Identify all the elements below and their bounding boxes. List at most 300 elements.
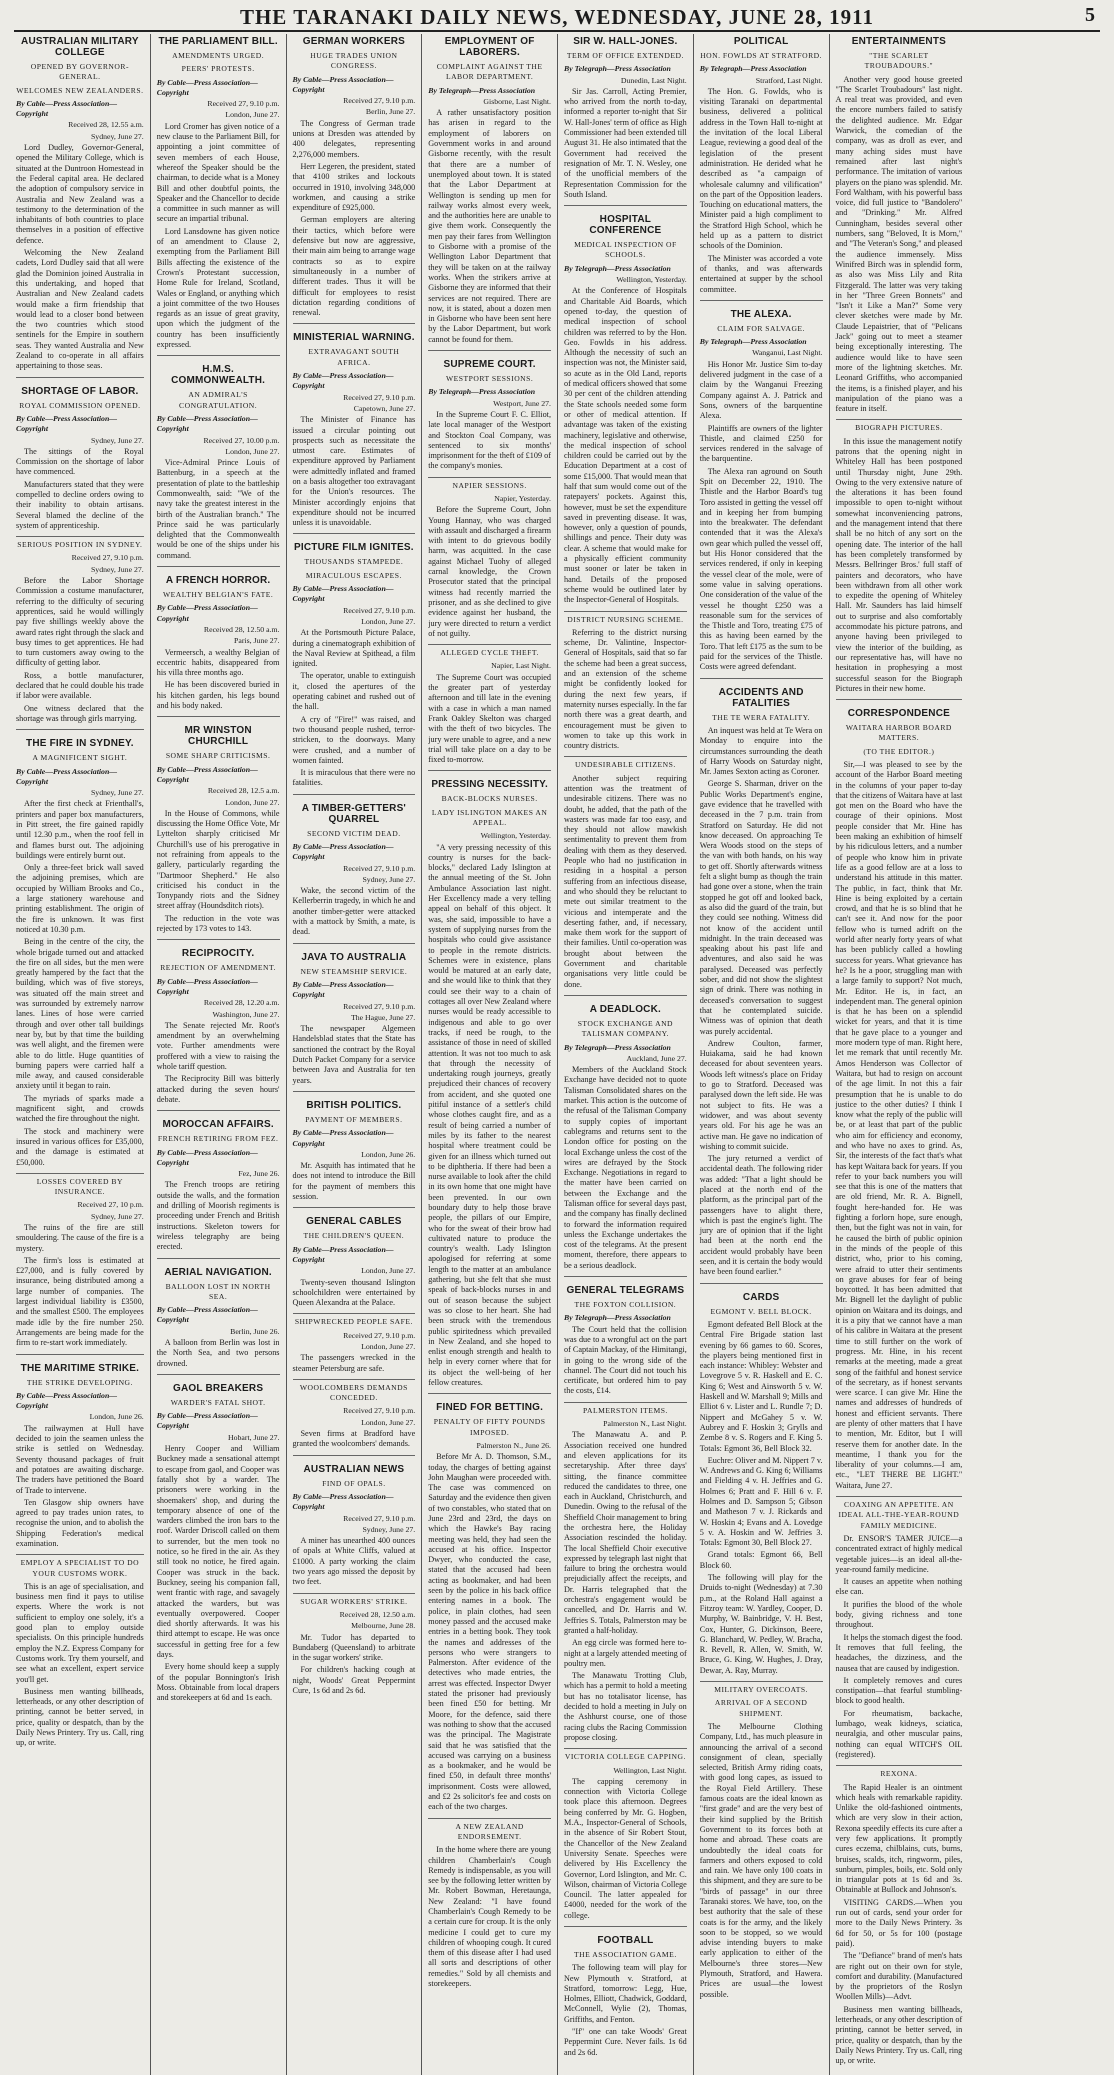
article <box>564 1935 687 2063</box>
article-credit <box>16 1391 144 1412</box>
article-subhead: THE CHILDREN'S QUEEN. <box>303 1231 405 1241</box>
article-paragraph: It is miraculous that there were no fatalities. <box>292 768 416 788</box>
article-dateline: Berlin, June 27. <box>365 107 416 117</box>
article-paragraph: Lord Lansdowne has given notice of an amendment to Clause 2, exempting from the Parliament Bill Bills affecting the existence of the Crown's Protestant succession, Home Rule for Ireland, Scotland, Wales or England, or anything which a joint committee of the two Houses regards as an issue of great gravity, upon which the judgment of the country has been insufficiently expressed. <box>156 226 280 350</box>
article-subhead: HUGE TRADES UNION CONGRESS. <box>310 51 398 71</box>
article <box>564 1285 687 1403</box>
article-subhead: LOSSES COVERED BY INSURANCE. <box>36 1176 123 1197</box>
article-credit <box>157 414 280 435</box>
article-paragraph: Before the Labor Shortage Commission a costume manufacturer, referring to the difficulty of securing apprentices, said he would willingly pay five shillings weekly above the award rates right through the slack and busy times to get apprentices. He had to turn customers away owing to the difficulty of getting labor. <box>16 576 144 668</box>
article-paragraph: Every home should keep a supply of the popular Bonnington's Irish Moss. Obtainable from local drapers and storekeepers at 6d and 1s each. <box>156 1662 280 1703</box>
credit-text: By Telegraph—Press Association <box>428 387 536 397</box>
article-headline: SHORTAGE OF LABOR. <box>21 385 139 397</box>
article-subhead: FRENCH RETIRING FROM FEZ. <box>157 1134 279 1144</box>
article-dateline: Hobart, June 27. <box>227 1432 280 1442</box>
article <box>836 708 963 1497</box>
article-credit <box>157 1305 280 1326</box>
article-subhead: WELCOMES NEW ZEALANDERS. <box>16 85 144 95</box>
article-headline: GAOL BREAKERS <box>173 1382 264 1394</box>
article-received: Received 27, 9.10 p.m. <box>343 1001 416 1011</box>
article-subhead: THE FOXTON COLLISION. <box>574 1300 677 1310</box>
article <box>564 1406 687 1750</box>
article <box>157 725 280 940</box>
article <box>16 738 144 1174</box>
article-headline: PICTURE FILM IGNITES. <box>293 542 414 554</box>
article-paragraph: Members of the Auckland Stock Exchange have decided not to quote Talisman Consolidated shares on the market. This action is the outcome of the refusal of the Talisman Company to supply copies of important cablegrams and returns sent to the London office for posting on the local Exchange unless the cost of the wires are defrayed by the Stock Exchange. Negotiations in regard to the matter have been carried on between the Exchange and the Talisman office for several days past, and the company has finally declined to forward the information required unless the Exchange undertakes the cost of the telegrams. At the present moment, therefore, there appears to be a serious deadlock. <box>564 1065 687 1270</box>
article-credit <box>428 86 551 96</box>
article-credit <box>564 64 687 74</box>
article-paragraph: Henry Cooper and William Buckney made a sensational attempt to escape from gaol, and Cooper was fatally shot by a warder. The prisoners were working in the shoemakers' shop, and during the temporary absence of one of the warders climbed the iron bars to the roof. Warder Driscoll called on them to surrender, but the men took no notice, so he fired in the air. As they still took no notice, he fired again. Cooper was struck in the back. Buckney, seeing his companion fall, went frantic with rage, and savagely attacked the warders, but was eventually overpowered. Cooper died shortly afterwards. It was his third attempt to escape. He was once successful in getting free for a few days. <box>156 1444 280 1659</box>
article-subhead: UNDESIRABLE CITIZENS. <box>574 760 676 770</box>
article <box>293 1317 416 1379</box>
article <box>293 1216 416 1314</box>
article-paragraph: The Manawatu Trotting Club, which has a permit to hold a meeting but has no totalisator license, has decided to hold a meeting in July on the Ashhurst course, one of those racing clubs the Racing Commission propose closing. <box>564 1671 687 1742</box>
article-paragraph: In the Supreme Court F. C. Elliot, late local manager of the Westport and Stockton Coal Company, was sentenced to six months' imprisonment for the theft of £109 of the company's monies. <box>428 409 551 471</box>
article-paragraph: The firm's loss is estimated at £27,000, and is fully covered by insurance, being distributed among a large number of companies. The largest individual liability is £3500, and the smallest £500. The employees made idle by the fire number 250. Arrangements are being made for the firm to re-start work immediately. <box>16 1255 144 1348</box>
article-dateline: Paris, June 27. <box>234 636 280 646</box>
article-paragraph: Seven firms at Bradford have granted the woolcombers' demands. <box>292 1429 416 1449</box>
article <box>836 423 963 700</box>
article <box>157 1267 280 1375</box>
article-subhead: STOCK EXCHANGE AND TALISMAN COMPANY. <box>577 1018 674 1039</box>
article <box>16 1558 144 1753</box>
article-received: Received 27, 9.10 p.m. <box>343 392 416 402</box>
article <box>428 36 551 351</box>
article-paragraph: Being in the centre of the city, the whole brigade turned out and attacked the fire on all sides, but the men were greatly hampered by the fact that the building, which was of five storeys, was situated off the main street and was surrounded by extremely narrow lanes. Lines of hose were carried through and over other tall buildings near by, but by that time the building was well alight, and the firemen were able to do little. Huge quantities of burning papers were carried half a mile away, and caused considerable anxiety until it began to rain. <box>16 937 144 1091</box>
article-subhead: ALLEGED CYCLE THEFT. <box>440 648 539 658</box>
article-subhead: A NEW ZEALAND ENDORSEMENT. <box>455 1821 524 1841</box>
article-paragraph: Ross, a bottle manufacturer, declared that he could double his trade if labor were available. <box>16 670 144 701</box>
article-paragraph: Before the Supreme Court, John Young Hannay, who was charged with assault and discharged a firearm with intent to do grievous bodily harm, was acquitted. In the case against Michael Tuohy of alleged carnal knowledge, the Crown Prosecutor stated that the principal witness had recently married the prisoner, and as she declined to give evidence against her husband, the jury were directed to return a verdict of not guilty. <box>428 505 551 638</box>
article-credit <box>293 584 416 605</box>
article-subhead: VICTORIA COLLEGE CAPPING. <box>564 1752 686 1762</box>
article <box>293 36 416 324</box>
article-paragraph: Manufacturers stated that they were compelled to decline orders owing to their inability to obtain artisans. Several blamed the decline of the system of apprenticeship. <box>16 479 144 530</box>
article-subhead: (TO THE EDITOR.) <box>863 746 935 756</box>
article-headline: THE PARLIAMENT BILL. <box>158 36 278 47</box>
article <box>564 1752 687 1927</box>
article-paragraph: This is an age of specialisation, and business men find it pays to utilise experts. Where the work is not sufficient to employ one solely, it's a good plan to employ outside specialists. On this principle hundreds employ the N.Z. Express Company for Customs work. Try them yourself, and see what an excellent, expert service you'll get. <box>16 1581 144 1684</box>
article-headline: JAVA TO AUSTRALIA <box>301 951 407 963</box>
article-paragraph: The Minister was accorded a vote of thanks, and was afterwards entertained at supper by the school committee. <box>699 253 823 294</box>
article-dateline: The Hague, June 27. <box>350 1012 416 1022</box>
column-3 <box>286 34 422 2075</box>
article-paragraph: "A very pressing necessity of this country is nurses for the back-blocks," declared Lady Islington at the annual meeting of the St. John Ambulance Association last night. Her Excellency made a very telling appeal on behalf of this object. It was, she said, impossible to have a system of supplying nurses from the hospitals who could give assistance to people in the remote districts. Schemes were in existence, plans would be matured at an early date, and she would like to think that they could see their way to a chain of cottages all over New Zealand where nurses would be ready accessible to indigenous and able to go over tracks, if need be rough, to the assistance of those in need of skilled attention. It was not too much to ask that through the necessity of undertaking rough journeys, greatly prejudiced their chances of recovery from accident, and she quoted one pitiful instance of a settler's child whose clothes caught fire, and as a result of being carried a number of miles by its father to the nearest hospital where treatment could be given for an illness which turned out to be diphtheria. If there had been a nurse available to look after the child in its own home that one might have been prevented. In our own boundary duty to help those brave people, the pillars of our Empire, who for the sweat of their brow had cultivated nature to produce the country's wealth. Lady Islington apologised for referring at some length to the matter at an ambulance gathering, but she felt that she must speak of back-blocks nurses in and out of season because the subject was so close to her heart. She had been struck with the tremendous public spiritedness which prevailed in New Zealand, and she hoped to enlist enough strength and health to help in every corner where that for its object the well-being of her fellow creatures. <box>428 842 551 1388</box>
article-credit <box>157 765 280 786</box>
article-headline: CORRESPONDENCE <box>847 708 950 720</box>
article-credit <box>293 842 416 863</box>
article-credit <box>293 371 416 392</box>
article-paragraph: The myriads of sparks made a magnificent sight, and crowds watched the fire throughout the night. <box>16 1093 144 1124</box>
article-credit <box>16 99 144 120</box>
article-paragraph: "If" one can take Woods' Great Peppermint Cure. Never fails. 1s 6d and 2s 6d. <box>564 2027 687 2057</box>
article-paragraph: Business men wanting billheads, letterheads, or any other description of printing, cannot be better served, in price, quality or despatch, than by the Daily News Printery. Try us. Call, ring up, or write. <box>835 2004 963 2066</box>
article-dateline: London, June 27. <box>361 1417 416 1427</box>
article <box>428 1822 551 1995</box>
article <box>428 648 551 771</box>
article-paragraph: At the Portsmouth Picture Palace, during a cinematograph exhibition of the Naval Review at Spithead, a film ignited. <box>292 628 416 669</box>
article-dateline: London, June 27. <box>361 1341 416 1351</box>
article <box>836 1500 963 1766</box>
article-paragraph: A balloon from Berlin was lost in the North Sea, and two persons drowned. <box>156 1337 280 1368</box>
article-subhead: CLAIM FOR SALVAGE. <box>717 323 805 333</box>
article-subhead: PENALTY OF FIFTY POUNDS IMPOSED. <box>433 1417 546 1437</box>
credit-text: By Telegraph—Press Association <box>428 85 536 95</box>
article-subhead: SHIPWRECKED PEOPLE SAFE. <box>294 1317 413 1327</box>
article-headline: H.M.S. COMMONWEALTH. <box>171 364 266 387</box>
article <box>564 615 687 758</box>
article-subhead: THE STRIKE DEVELOPING. <box>26 1377 133 1387</box>
article-headline: GENERAL TELEGRAMS <box>566 1285 685 1297</box>
article-paragraph: One witness declared that the shortage was through girls marrying. <box>16 703 144 723</box>
article-paragraph: The Rapid Healer is an ointment which heals with remarkable rapidity. Unlike the old-fashioned ointments, which are very slow in their action, Rexona speedily effects its cure after a very few applications. It promptly cures eczema, chilblains, cuts, burns, bruises, scalds, itch, ringworm, piles, sunburn, pimples, boils, etc. Sold only in triangular pots at 1s 6d and 3s. Obtainable at Bullock and Johnson's. <box>835 1782 963 1895</box>
credit-text: By Cable—Press Association—Copyright <box>156 1411 258 1431</box>
article <box>700 1685 823 2005</box>
article-headline: A DEADLOCK. <box>589 1003 662 1015</box>
article-paragraph: The Hon. G. Fowlds, who is visiting Taranaki on departmental business, delivered a political address in the Town Hall to-night at the invitation of the local Liberal League, reviewing a good deal of the legislation of the present administration. He derided what he described as "a campaign of wholesale calumny and vilification" on the part of the Opposition leaders. Touching on educational matters, the Minister paid a high compliment to the Stratford High School, which he held up as a pattern to district schools of the Dominion. <box>699 86 823 251</box>
article-credit <box>157 1411 280 1432</box>
article-paragraph: Lord Cromer has given notice of a new clause to the Parliament Bill, for appointing a joint committee of seven members of each House, whereof the Speaker should be the chairman, to decide what is a Money Bill and other doubtful points, the Speaker and the Chancellor to decide a committee in such manner as will secure an impartial tribunal. <box>156 121 280 224</box>
article-credit <box>157 977 280 998</box>
article-subhead: "THE SCARLET TROUBADOURS." <box>864 51 934 71</box>
article-paragraph: The reduction in the vote was rejected by 173 votes to 143. <box>156 913 280 934</box>
article-subhead: EGMONT V. BELL BLOCK. <box>710 1306 812 1316</box>
article-headline: A TIMBER-GETTERS' QUARREL <box>301 802 407 825</box>
credit-text: By Cable—Press Association—Copyright <box>16 413 118 434</box>
article-paragraph: Sir Jas. Carroll, Acting Premier, who arrived from the north to-day, informed a reporter to-night that Sir W. Hall-Jones' term of office as High Commissioner had been extended till August 31. He also intimated that the Government had received the resignation of Mr. T. N. Wesley, one of the unofficial members of the Representation Commission for the South Island. <box>564 86 687 199</box>
article-subhead: LADY ISLINGTON MAKES AN APPEAL. <box>431 807 548 827</box>
article-paragraph: Another subject requiring attention was the treatment of undesirable citizens. There was no doubt, he added, that the path of the wasters was made far too easy, and they should not allow mawkish sentimentality to prevent them from dealing with them as they deserved. People who had no justification in residing in a hospital a person suffering from an infectious disease, and who should they be reluctant to mete out similar treatment to the vicious and intemperate and the deserting father, and, if necessary, make them work for the support of their families. Until co-operation was brought about between the Government and charitable organisations very little could be done. <box>564 773 687 989</box>
article-paragraph: A rather unsatisfactory position has arisen in regard to the employment of laborers on Government works in and around Gisborne recently, with the result that there are a number of unemployed about town. It is stated that the Labor Department at Wellington is sending up men for railway works almost every week, and the authorities here are unable to give them work. Consequently the men pay their fares from Wellington to Gisborne with a promise of the Wellington Labor Department that they will be taken on at the railway works. When the strikers arrive at Gisborne they are informed that their services are not required. There are now, it is stated, about a dozen men in Gisborne who have been sent here by the Labor Department, but work cannot be found for them. <box>428 108 551 344</box>
article <box>16 36 144 378</box>
article-credit <box>157 1148 280 1169</box>
article-received: Received 27, 9.10 p.m. <box>343 1330 416 1340</box>
article-headline: THE FIRE IN SYDNEY. <box>26 738 134 750</box>
article-paragraph: Sir,—I was pleased to see by the account of the Harbor Board meeting in the columns of your paper to-day that the citizens of Waitara have at last got men on the Board who have the courage of their opinions. Most people consider that Mr. Hine has been making an exhibition of himself by his ridiculous letters, and a number of people who know him in private life as a good fellow are at a loss to understand his attitude in this matter. The public, in fact, think that Mr. Hine is being exploited by a certain crowd, and that he is so blind that he can't see it. And now for the poor fellow who is turned adrift on the world after nearly forty years of what has been publicly called a howling success for years. What grievance has he? Is he a poor, struggling man with a large family to support? Not much, Mr. Editor. He is, in fact, an independent man. The general opinion is that he has been on a splendid wicket for years, and that it is time that he gave place to a younger and more modern type of man. Right here, let me remark that until recently Mr. Amos Henderson was Collector of Waitara, but had to resign on account of the age limit. In not this a fair presumption that he is unable to do justice to the other duties? I think I know what the reply of the public will be, or at least that part of the public who aim for efficiency and economy, and who have no axes to grind. As, Sir, the interests of the fact that's what has kept Waitara back for years. If you refer to your back numbers you will see that this is one of the matters that are old friend, Mr. R. A. Bignell, fought here-handed for. He was fighting a forlorn hope, sure enough, then, but the fight was not in vain, for he caused the birth of public opinion in the minds of the people of this district, who, prior to his coming, were afraid to utter their sentiments on grave abuses for fear of being boycotted. It has been admitted that Mr. Bignell let the daylight of public opinion on Waitara and its doings, and it is a pity that we cannot have a man of his calibre in Waitara at the present time to still further on the work of progress. Mr. Hine, in his recent remarks at the meeting, made a great song of the faithful and honest service of the secretary, as if honest servants were scarce. I can give Mr. Hine the names and addresses of hundreds of honest and efficient servants. There are plenty of other matters that I have to mention, Mr. Editor, but I will reserve them for another date. In the meantime, I thank you for the liberality of your columns.—I am, etc., "LET THERE BE LIGHT." Waitara, June 27. <box>835 760 963 1490</box>
masthead <box>14 4 1100 32</box>
article-subhead: SECOND VICTIM DEAD. <box>307 828 401 838</box>
article-dateline: Palmerston N., Last Night. <box>603 1419 687 1429</box>
article-subhead: PALMERSTON ITEMS. <box>582 1405 668 1415</box>
article-paragraph: For children's hacking cough at night, Woods' Great Peppermint Cure, 1s 6d and 2s 6d. <box>292 1665 416 1695</box>
credit-text: By Cable—Press Association—Copyright <box>16 1390 118 1411</box>
article-headline: PRESSING NECESSITY. <box>431 779 548 791</box>
article-received: Received 27, 9.10 p.m. <box>343 863 416 873</box>
article-credit <box>293 1128 416 1149</box>
article-received: Received 28, 12.5 a.m. <box>207 786 280 796</box>
credit-text: By Cable—Press Association—Copyright <box>156 1305 258 1325</box>
article <box>16 386 144 538</box>
article-paragraph: The railwaymen at Hull have decided to join the seamen unless the strike is settled on Wednesday. Seventy thousand packages of fruit and potatoes are awaiting discharge. The traders have petitioned the Board of Trade to intervene. <box>16 1423 144 1495</box>
article-received: Received 28, 12.50 a.m. <box>203 624 280 634</box>
column-5 <box>557 34 693 2075</box>
article-paragraph: VISITING CARDS.—When you run out of cards, send your order for more to the Daily News Printery. 3s 6d for 50, or 5s for 100 (postage paid). <box>835 1897 963 1948</box>
article-subhead: WESTPORT SESSIONS. <box>445 374 534 384</box>
credit-text: By Telegraph—Press Association <box>699 337 807 347</box>
article-paragraph: His Honor Mr. Justice Sim to-day delivered judgment in the case of a claim by the Wanganui Freezing Company against A. J. Patrick and Sons, owners of the barquentine Alexa. <box>699 359 823 421</box>
article <box>564 36 687 206</box>
article-dateline: Stratford, Last Night. <box>755 75 823 85</box>
article-paragraph: The following will play for the Druids to-night (Wednesday) at 7.30 p.m., at the Roland Hall against a Fitzroy team: W. Yardley, Cooper, D. Murphy, W. Bainbridge, V. H. Best, Cox, Hunter, G. Dickinson, Beere, G. Blanchard, W. Pedley, W. Bracha, R. Revell, R. Allen, W. Smith, W. Bruce, G. King, W. Hughes, J. Dray, Dewar, A. Ray, Murray. <box>699 1573 823 1675</box>
article-headline: BRITISH POLITICS. <box>306 1099 402 1111</box>
article-dateline: Sydney, June 27. <box>90 788 144 798</box>
article-subhead: SOME SHARP CRITICISMS. <box>165 751 271 761</box>
article-headline: FOOTBALL <box>597 1934 654 1946</box>
article-paragraph: Ten Glasgow ship owners have agreed to pay trades union rates, to recognise the union, and to abolish the Shipping Federation's medical examination. <box>16 1497 144 1548</box>
article-headline: MR WINSTON CHURCHILL <box>184 725 252 748</box>
credit-text: By Cable—Press Association—Copyright <box>292 979 394 1000</box>
article-paragraph: George S. Sharman, driver on the Public Works Department's engine, gave evidence that he travelled with deceased in the 7 p.m. train from Stratford on Saturday. He did not know deceased. On approaching Te Wera Woods stood on the steps of the van with both hands, on his way to get off. Shortly afterwards witness felt a slight bump as though the train had gone over a stone, when the train stopped he got off and looked back, as also did the guard of the train, but they could see nothing. Witness did not know of the accident until midnight. In the train deceased was speaking about his past life and adventures, and also said he was paralysed. Deceased was perfectly sober, and did not show the slightest sign of drink. There was nothing in deceased's conversation to suggest that he contemplated suicide. Witness was of opinion that death was purely accidental. <box>699 779 823 1036</box>
article-subhead: NEW STEAMSHIP SERVICE. <box>300 966 408 976</box>
article-paragraph: Mr. Tudor has departed to Bundaberg (Queensland) to arbitrate in the sugar workers' strike. <box>292 1632 416 1663</box>
article-subhead: ARRIVAL OF A SECOND SHIPMENT. <box>714 1698 808 1718</box>
article <box>700 36 823 301</box>
article <box>157 364 280 567</box>
article <box>16 1363 144 1556</box>
article-paragraph: Wake, the second victim of the Kellerberrin tragedy, in which he and another timber-getter were attacked with a mattock by Smith, a mate, is dead. <box>292 886 416 937</box>
article-paragraph: In the home where there are young children Chamberlain's Cough Remedy is indispensable, as you will see by the following letter written by Mr. Robert Bowman, Heretaunga, New Zealand: "I have found Chamberlain's Cough Remedy to be a certain cure for croup. It is the only medicine I could get to cure my children of whooping cough. It cured them of this disease after I had used all sorts and descriptions of other remedies." Sold by all chemists and storekeepers. <box>428 1845 551 1989</box>
article-paragraph: The capping ceremony in connection with Victoria College took place this afternoon. Degrees being conferred by Mr. G. Hogben, M.A., Inspector-General of Schools, in the absence of Sir Robert Stout, the Chancellor of the New Zealand University Senate. Speeches were delivered by His Excellency the Governor, Lord Islington, and Mr. C. Wilson, chairman of Victoria College Council. The latter appealed for £4000, needed for the work of the college. <box>564 1776 687 1920</box>
article-dateline: London, June 27. <box>361 1266 416 1276</box>
article-paragraph: Lord Dudley, Governor-General, opened the Military College, which is situated at the Duntroon Homestead in the Federal capital area. He declared the adoption of compulsory service in Australia and New Zealand was a testimony to the determination of the inhabitants of both countries to place themselves in a position of effective defence. <box>16 143 144 245</box>
article <box>564 214 687 611</box>
article-paragraph: Another very good house greeted "The Scarlet Troubadours" last night. A real treat was provided, and even the encore numbers failed to satisfy the delighted audience. Mr. Edgar Warwick, the comedian of the company, was as droll as ever, and many aching sides must have remained after last night's performance. The imitation of various players on the piano was splendid. Mr. Ford Waltham, with his powerful bass voice, did full justice to "Bandolero" and "Drinking." Mr. Alfred Cunningham, besides several other numbers, sang "Beloved, It is Morn," and "The Veteran's Song," and pleased the audience immensely. Miss Winifred Birch was in splendid form, as also was Miss Lily and Rita Fitzgerald. The latter was very taking in her "Three Green Bonnets" and "Isn't it Like a Man?" Some very clever sketches were made by Mr. Claude Lepaistrier, that of "Pelicans Jack" going out to meet a steamer being exceptionally interesting. The audience would like to have seen more of the lightning sketches. Mr. Leonard Griffiths, who accompanied the items, is a finished player, and his manipulation of the piano was a feature in itself. <box>835 74 963 414</box>
article-received: Received 27, 9.10 p.m. <box>343 1513 416 1523</box>
article-dateline: London, June 27. <box>225 446 280 456</box>
article-credit <box>293 1492 416 1513</box>
credit-text: By Cable—Press Association—Copyright <box>292 1244 394 1264</box>
article-dateline: Berlin, June 26. <box>230 1326 280 1336</box>
article-headline: THE MARITIME STRIKE. <box>20 1362 140 1374</box>
article-received: Received 27, 9.10 p.m. <box>207 99 280 109</box>
article-paragraph: The Melbourne Clothing Company, Ltd., has much pleasure in announcing the arrival of a second consignment of clean, specially selected, British Army riding coats, with good long capes, as issued to the Royal Field Artillery. These famous coats are the ideal known as "first grade" and are the very best of their kind supplied by the British Government to its forces both at home and abroad. These coats are undoubtedly the ideal coats for farmers and others exposed to cold and rain. We have only 100 coats in this shipment, and they are sure to be "birds of passage" in our three Taranaki stores. We have, too, on the best authority that the sale of these coats is for the army, and the likely soon to be stopped, so we would advise intending buyers to make early application to either of the Melbourne's three stores—New Plymouth, Stratford, and Hawera. Prices are usual—the lowest possible. <box>699 1721 823 1999</box>
article <box>157 36 280 356</box>
article-subhead: EXTRAVAGANT SOUTH AFRICA. <box>308 347 400 367</box>
article-subhead: ROYAL COMMISSION OPENED. <box>19 400 141 410</box>
article-headline: MINISTERIAL WARNING. <box>293 332 415 344</box>
article-paragraph: German employers are altering their tactics, which before were defensive but now are aggressive, their main aim being to arrange wage contracts so as to expire simultaneously in a number of different trades. Thus it will be difficult for employees to resist dictation regarding conditions of renewal. <box>292 215 416 318</box>
article <box>428 359 551 478</box>
article-subhead: WOOLCOMBERS DEMANDS CONCEDED. <box>299 1382 408 1403</box>
article-credit <box>16 414 144 435</box>
article-paragraph: It causes an appetite when nothing else can. <box>835 1577 963 1597</box>
column-7 <box>829 34 965 2075</box>
article-received: Received 28, 12.20 a.m. <box>203 998 280 1008</box>
credit-text: By Cable—Press Association—Copyright <box>156 77 258 97</box>
article-paragraph: The French troops are retiring outside the walls, and the formation and drilling of Moorish regiments is proceeding under French and British instructions. Skeleton towers for wireless telegraphy are being erected. <box>156 1180 280 1252</box>
article-paragraph: He has been discovered buried in his kitchen garden, his legs bound and his body naked. <box>156 680 280 711</box>
article-paragraph: A cry of "Fire!" was raised, and two thousand people rushed, terror-stricken, to the doorways. Many were crushed, and a number of women fainted. <box>292 714 416 765</box>
article-dateline: London, June 26. <box>89 1412 144 1422</box>
article-dateline: Sydney, June 27. <box>90 1211 144 1221</box>
article <box>157 1119 280 1258</box>
article-subhead: SUGAR WORKERS' STRIKE. <box>300 1596 408 1606</box>
article-subhead: EMPLOY A SPECIALIST TO DO YOUR CUSTOMS WORK. <box>20 1558 140 1578</box>
article-headline: ENTERTAINMENTS <box>851 36 947 47</box>
credit-text: By Telegraph—Press Association <box>564 1042 671 1052</box>
credit-text: By Cable—Press Association—Copyright <box>16 766 118 786</box>
article-subhead: SERIOUS POSITION IN SYDNEY. <box>17 540 143 550</box>
article-paragraph: Welcoming the New Zealand cadets, Lord Dudley said that all were glad the Dominion joined Australia in this undertaking, and hoped that Australian and New Zealand cadets would make a firm friendship that would lead to a closer bond between the two countries which stood sentinels for the Empire in southern seas. They wanted Australia and New Zealand to co-operate in all affairs appertaining to those seas. <box>16 248 144 371</box>
article-paragraph: Egmont defeated Bell Block at the Central Fire Brigade station last evening by 66 games to 60. Scores, the players being mentioned first in each instance: Whibley: Webster and Lovegrove 5 v. R. Haskell and E. C. King 6; West and Ainsworth 5 v. W. Haskell and W. Marshall 9; Mills and Elliot 6 v. Lister and L. Rundle 7; D. Nippert and McGahey 5 v. W. Aubrey and F. Hoskin 3; Grylls and Zembe 8 v. S. Rogers and F. King 5. Totals: Egmont 36, Bell Block 32. <box>699 1319 823 1453</box>
article-paragraph: It completely removes and cures constipation—that fearful stumbling-block to good health. <box>835 1675 963 1706</box>
article-headline: ACCIDENTS AND FATALITIES <box>718 686 804 709</box>
article-paragraph: Only a three-feet brick wall saved the adjoining premises, which are occupied by William Brooks and Co., a large stationery warehouse and printing establishment. The origin of the fire is unknown. It was first noticed at 10.30 p.m. <box>16 863 144 934</box>
article-dateline: London, June 27. <box>225 797 280 807</box>
article-paragraph: It purifies the blood of the whole body, giving richness and tone throughout. <box>835 1599 963 1630</box>
article <box>836 36 963 420</box>
article-dateline: Melbourne, June 28. <box>351 1621 416 1631</box>
article-dateline: Napier, Yesterday. <box>494 493 551 503</box>
article-paragraph: It helps the stomach digest the food. It removes that full feeling, the headaches, the dizziness, and the nausea that are caused by indigestion. <box>835 1632 963 1673</box>
article-headline: AERIAL NAVIGATION. <box>164 1266 272 1278</box>
article-subhead: WEALTHY BELGIAN'S FATE. <box>163 590 274 600</box>
article-paragraph: The Manawatu A. and P. Association received one hundred and eleven applications for its secretaryship. After three days' sitting, the finance committee reduced the candidates to three, one each in Auckland, Christchurch, and Dunedin. Owing to the refusal of the Sheffield Choir management to bring the orchestra here, the Holiday Association rescinded the holiday. The local Sheffield Choir executive expressed by telegraph last night that failure to bring the orchestra would prejudicially affect the receipts, and Dr. Harris telegraphed that the orchestra's engagement would be cancelled, and Dr. Harris and W. Jeffries S. Totals, Palmerston may be granted a half-holiday. <box>564 1430 687 1635</box>
article-headline: AUSTRALIAN MILITARY COLLEGE <box>21 36 139 58</box>
article-credit <box>700 64 823 74</box>
credit-text: By Telegraph—Press Association <box>564 64 671 74</box>
article <box>700 309 823 679</box>
article-paragraph: For rheumatism, backache, lumbago, weak kidneys, sciatica, neuralgia, and other muscular pains, nothing can equal WITCH'S OIL (registered). <box>835 1708 963 1759</box>
column-1 <box>14 34 150 2075</box>
article-dateline: Sydney, June 27. <box>362 874 416 884</box>
article-credit <box>293 1245 416 1266</box>
article-subhead: PAYMENT OF MEMBERS. <box>305 1114 403 1124</box>
article-paragraph: The "Defiance" brand of men's hats are right out on their own for style, comfort and durability. (Manufactured by the proprietors of the Roslyn Woollen Mills)—Advt. <box>835 1951 963 2002</box>
article-paragraph: The Congress of German trade unions at Dresden was attended by 400 delegates, representing 2,276,000 members. <box>292 118 416 159</box>
article-subhead: THE ASSOCIATION GAME. <box>574 1949 677 1959</box>
article-received: Received 27, 9.10 p.m. <box>71 553 144 563</box>
article-subhead: THE TE WERA FATALITY. <box>712 712 811 722</box>
article-received: Received 27, 9.10 p.m. <box>343 605 416 615</box>
article-paragraph: The Minister of Finance has issued a circular pointing out prospects such as necessitate the utmost care. Estimates of expenditure approved by Parliament were admittedly inflated and framed on a basis altogether too extravagant for the Union's resources. The Minister accordingly enjoins that expenditure should not be incurred unless it is unavoidable. <box>292 415 416 528</box>
article-subhead: WARDER'S FATAL SHOT. <box>170 1397 266 1407</box>
article <box>700 687 823 1284</box>
article-headline: POLITICAL <box>733 36 789 47</box>
article-dateline: Washington, June 27. <box>212 1009 280 1019</box>
article-subhead: MIRACULOUS ESCAPES. <box>305 570 402 580</box>
article-credit <box>157 78 280 99</box>
article-credit <box>700 337 823 347</box>
credit-text: By Telegraph—Press Association <box>564 263 671 273</box>
article-paragraph: Euchre: Oliver and M. Nippert 7 v. W. Andrews and G. King 6; Williams and Fielding 4 v. H. Jeffries and G. Holmes 6; Pratt and F. Hill 6 v. F. Holmes and D. Sampson 5; Gibson and Matheson 7 v. J. Rickards and W. Hoskin 4; Evans and A. Lovedge 5 v. A. Hoskin and W. Jeffries 3. Totals: Egmont 30, Bell Block 27. <box>699 1455 823 1548</box>
article-paragraph: Twenty-seven thousand Islington schoolchildren were entertained by Queen Alexandra at the Palace. <box>292 1277 416 1308</box>
credit-text: By Cable—Press Association—Copyright <box>292 1128 394 1148</box>
credit-text: By Cable—Press Association—Copyright <box>292 1491 394 1512</box>
article-subhead: PEERS' PROTESTS. <box>181 64 255 74</box>
column-2 <box>150 34 286 2075</box>
article-paragraph: At the Conference of Hospitals and Charitable Aid Boards, which opened to-day, the question of medical inspection of school children was referred to by the Hon. Geo. Fowlds in his address. Although the necessity of such an inspection was not, the Minister said, so acute as in the Old Land, reports of medical officers showed that some 30 per cent of the children attending the State schools needed some form or other of medical attention. If advantage was taken of the existing machinery, legislative and otherwise, the medical inspection of school children could be carried out by the Education Department at a cost of some £15,000. That would mean that half that sum would come out of the ratepayers' pockets. Against this, however, must be set the expenditure saved in preventing disease. It was, however, only a question of pounds, shillings and pence. Their duty was clear. A scheme that would make for a physically efficient community must sooner or later be taken in hand. Details of the proposed scheme would be outlined later by the Inspector-General of Hospitals. <box>564 286 687 605</box>
article-dateline: Wellington, Last Night. <box>613 1765 687 1775</box>
page-number: 5 <box>1085 4 1096 26</box>
article-paragraph: In this issue the management notify patrons that the opening night in Whiteley Hall has been postponed until Thursday night, June 29th. Owing to the very extensive nature of the alterations it has been found impossible to open to-night without somewhat inconveniencing patrons, and the management intend that there shall be no hitch of any sort on the opening date. The interior of the hall has been completely transformed by Messrs. Bellringer Bros.' full staff of painters and decorators, who have been withdrawn from all other work to expedite the opening of Whiteley Hall. Mr. Saunders has laid himself out to surprise and also comfortably accommodate his picture patrons, and anyone having been privileged to view the interior of the building, as our representative has, will have no hesitation in prophesying a most successful season for the Biograph Pictures in their new home. <box>835 436 963 693</box>
article-paragraph: Vermeersch, a wealthy Belgian of eccentric habits, disappeared from his villa three months ago. <box>156 647 280 678</box>
credit-text: By Telegraph—Press Association <box>564 1313 671 1323</box>
article-dateline: Napier, Last Night. <box>491 661 551 671</box>
credit-text: By Cable—Press Association—Copyright <box>16 98 118 119</box>
article-dateline: Sydney, June 27. <box>90 435 144 445</box>
article-headline: EMPLOYMENT OF LABORERS. <box>444 36 535 58</box>
article-paragraph: The jury returned a verdict of accidental death. The following rider was added: "That a light should be placed at the north end of the platform, as the principal part of the passengers have to alight there, which is past the engine's light. The jury are of opinion that if the light had been at the north end the accident would probably have been seen, and it is certain the body would have been found earlier." <box>699 1154 823 1277</box>
article-paragraph: The following team will play for New Plymouth v. Stratford, at Stratford, tomorrow: Legg, Hue, Holmes, Elliott, Chadwick, Goddard, McConnell, Wylie (2), Thomas, Griffiths, and Fenton. <box>564 1963 687 2024</box>
article-paragraph: Business men wanting billheads, letterheads, or any other description of printing, cannot be better served, in price, quality or despatch, than by the Daily News Printery. Try us. Call, ring up, or write. <box>16 1686 144 1748</box>
article-headline: MOROCCAN AFFAIRS. <box>162 1119 274 1131</box>
article-subhead: AMENDMENTS URGED. <box>172 51 265 60</box>
article <box>700 1292 823 1682</box>
article-dateline: Palmerston N., June 26. <box>476 1440 551 1450</box>
article-paragraph: Dr. ENSOR'S TAMER JUICE—a concentrated extract of highly medical vegetable juices—is an ideal all-the-year-round family medicine. <box>835 1533 963 1574</box>
article-subhead: A MAGNIFICENT SIGHT. <box>32 753 128 763</box>
article <box>293 1100 416 1208</box>
article-credit <box>157 603 280 624</box>
credit-text: By Cable—Press Association—Copyright <box>156 976 258 996</box>
article-headline: SIR W. HALL-JONES. <box>573 36 678 47</box>
article-dateline: Wellington, Yesterday. <box>616 275 687 285</box>
article-headline: THE ALEXA. <box>730 308 792 320</box>
article <box>836 1769 963 2071</box>
credit-text: By Cable—Press Association—Copyright <box>156 413 258 434</box>
article <box>157 948 280 1111</box>
article <box>428 1402 551 1818</box>
article-paragraph: Vice-Admiral Prince Louis of Battenburg, in a speech at the presentation of plate to the battleship Commonwealth, said: "We of the navy take the greatest interest in the birth of the Australian branch." The Prince said he was particularly delighted that the Commonwealth would be one of the ships under his command. <box>156 458 280 560</box>
article-dateline: Wellington, Yesterday. <box>480 831 551 841</box>
article-dateline: Fez, June 26. <box>238 1169 280 1179</box>
article-subhead: THOUSANDS STAMPEDE. <box>304 557 404 567</box>
article-paragraph: An egg circle was formed here to-night at a largely attended meeting of poultry men. <box>564 1638 687 1668</box>
article-paragraph: The newspaper Algemeen Handelsblad states that the State has sanctioned the contract by the Royal Dutch Packet Company for a service between Java and Australia for ten years. <box>292 1024 416 1085</box>
article-subhead: HON. FOWLDS AT STRATFORD. <box>700 51 823 60</box>
article-headline: AUSTRALIAN NEWS <box>303 1463 405 1475</box>
article-paragraph: After the first check at Frienthall's, printers and paper box manufacturers, in Pitt street, the fire gained rapidly until 12.30 p.m., when the roof fell in and flames burst out. The adjoining buildings were entirely burnt out. <box>16 799 144 860</box>
credit-text: By Cable—Press Association—Copyright <box>292 842 394 862</box>
article-subhead: REXONA. <box>880 1769 918 1779</box>
article-subhead: AN ADMIRAL'S CONGRATULATION. <box>179 390 258 410</box>
article-headline: HOSPITAL CONFERENCE <box>589 214 662 237</box>
article-dateline: London, June 26. <box>361 1149 416 1159</box>
article-subhead: COAXING AN APPETITE. AN IDEAL ALL-THE-YEAR-ROUND FAMILY MEDICINE. <box>838 1500 960 1530</box>
article-credit <box>564 1313 687 1323</box>
credit-text: By Cable—Press Association—Copyright <box>292 74 394 94</box>
article-subhead: TERM OF OFFICE EXTENDED. <box>566 51 684 60</box>
article-paragraph: The operator, unable to extinguish it, closed the apertures of the operating cabinet and rushed out of the hall. <box>292 671 416 712</box>
article-paragraph: The Senate rejected Mr. Root's amendment by an overwhelming vote. Further amendments were proffered with a view to raising the whole tariff question. <box>156 1020 280 1072</box>
article-subhead: FIND OF OPALS. <box>322 1478 386 1488</box>
article-headline: CARDS <box>742 1291 780 1303</box>
credit-text: By Cable—Press Association—Copyright <box>292 584 394 604</box>
article <box>293 332 416 534</box>
article <box>564 1004 687 1277</box>
article-subhead: WAITARA HARBOR BOARD MATTERS. <box>845 723 952 743</box>
article-received: Received 27, 9.10 p.m. <box>343 96 416 106</box>
article-received: Received 27, 9.10 p.m. <box>343 1406 416 1416</box>
article-dateline: Capetown, June 27. <box>353 403 416 413</box>
article <box>564 760 687 996</box>
article-credit <box>293 75 416 96</box>
article-subhead: BIOGRAPH PICTURES. <box>855 423 943 433</box>
article-paragraph: Before Mr A. D. Thomson, S.M., today, the charges of betting against John Maughan were proceeded with. The case was commenced on Saturday and the evidence then given of two constables, who stated that on June 23rd and 23rd, the days on which the Hawke's Bay racing meeting was held, they had seen the accused at his office. Inspector Dwyer, who conducted the case, stated that the accused had been acting as bookmaker, and had been seen by the police in his back office entering names in a book. The police, in plain clothes, had seen money passed and the accused make entries in a betting book. They took the names and addresses of the persons who were strangers to Palmerston. After evidence of the detectives who made entries, the arrest was effected. Inspector Dwyer stated the prisoner had previously been fined £50 for betting. Mr Moore, for the defence, said there was nothing to show that the accused was the principal. The Magistrate said that he was satisfied that the accused was carrying on a business as a bookmaker, and he would be fined £50, in default three months' imprisonment. Costs were allowed, and £2 2s solicitor's fee and costs on each of the two charges. <box>428 1452 551 1812</box>
article-paragraph: Herr Legeren, the president, stated that 4100 strikes and lockouts occurred in 1910, involving 348,000 workmen, and causing a strike expenditure of £925,000. <box>292 161 416 213</box>
article-subhead: MILITARY OVERCOATS. <box>714 1685 809 1695</box>
column-4 <box>421 34 557 2075</box>
article <box>16 540 144 730</box>
article <box>293 952 416 1092</box>
article-dateline: Westport, June 27. <box>493 398 551 408</box>
credit-text: By Telegraph—Press Association <box>699 64 807 74</box>
masthead-title: THE TARANAKI DAILY NEWS, WEDNESDAY, JUNE 28, 1911 <box>239 4 875 29</box>
article-headline: GERMAN WORKERS <box>302 36 405 47</box>
article <box>157 575 280 717</box>
article <box>16 1177 144 1355</box>
